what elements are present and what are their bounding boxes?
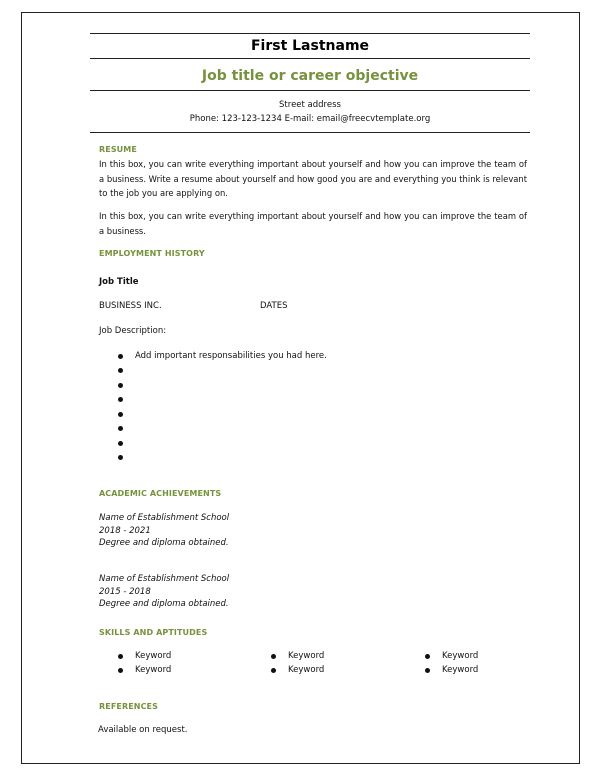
resume-paragraph-1: In this box, you can write everything important about yourself and how you can improve the team of a business. Write a resume about yourself and how good you are and everything you think is relevant to the job you are applying on.	[99, 159, 527, 198]
top-rule	[90, 33, 530, 34]
bullet-dot	[118, 668, 123, 673]
bullet-dot	[118, 455, 123, 460]
bullet-dot	[425, 654, 430, 659]
resume-paragraph-2: In this box, you can write everything important about yourself and how you can improve the team of a business.	[99, 211, 527, 236]
bullet-dot	[118, 426, 123, 431]
school-years: 2018 - 2021	[99, 525, 151, 536]
job-title-objective: Job title or career objective	[201, 68, 419, 84]
phone-email: Phone: 123-123-1234 E-mail: email@freecvtemplate.org	[189, 114, 431, 124]
school-name: Name of Establishment School	[99, 513, 230, 523]
bullet-dot	[271, 654, 276, 659]
street-address: Street address	[279, 100, 341, 110]
skill-keyword: Keyword	[442, 665, 479, 675]
academic-heading: ACADEMIC ACHIEVEMENTS	[99, 489, 222, 498]
full-name: First Lastname	[250, 38, 370, 54]
employment-dates: DATES	[260, 301, 288, 311]
bullet-dot	[118, 412, 123, 417]
skill-keyword: Keyword	[135, 651, 172, 661]
bullet-dot	[271, 668, 276, 673]
skill-keyword: Keyword	[442, 651, 479, 661]
references-heading: REFERENCES	[99, 702, 158, 711]
school-name: Name of Establishment School	[99, 574, 230, 584]
degree: Degree and diploma obtained.	[99, 538, 229, 548]
bullet-dot	[118, 441, 123, 446]
references-text: Available on request.	[98, 725, 188, 735]
school-years: 2015 - 2018	[99, 586, 151, 597]
name-rule	[90, 58, 530, 59]
education-entry-2	[99, 573, 229, 611]
resume-page	[21, 12, 580, 764]
bullet-dot	[118, 368, 123, 373]
bullet-dot	[118, 383, 123, 388]
job-title: Job Title	[99, 277, 139, 287]
skill-keyword: Keyword	[288, 651, 325, 661]
degree: Degree and diploma obtained.	[99, 599, 229, 609]
bullet-dot	[118, 354, 123, 359]
company-name: BUSINESS INC.	[99, 301, 162, 311]
skills-heading: SKILLS AND APTITUDES	[99, 628, 208, 637]
list-item: Add important responsabilities you had here.	[135, 351, 327, 361]
resume-heading: RESUME	[99, 145, 137, 154]
bullet-dot	[118, 397, 123, 402]
title-rule	[90, 90, 530, 91]
bullet-dot	[425, 668, 430, 673]
contact-rule	[90, 132, 530, 133]
job-description-label: Job Description:	[99, 326, 167, 336]
employment-heading: EMPLOYMENT HISTORY	[99, 249, 205, 258]
bullet-dot	[118, 654, 123, 659]
skill-keyword: Keyword	[135, 665, 172, 675]
education-entry-1	[99, 512, 229, 550]
skill-keyword: Keyword	[288, 665, 325, 675]
